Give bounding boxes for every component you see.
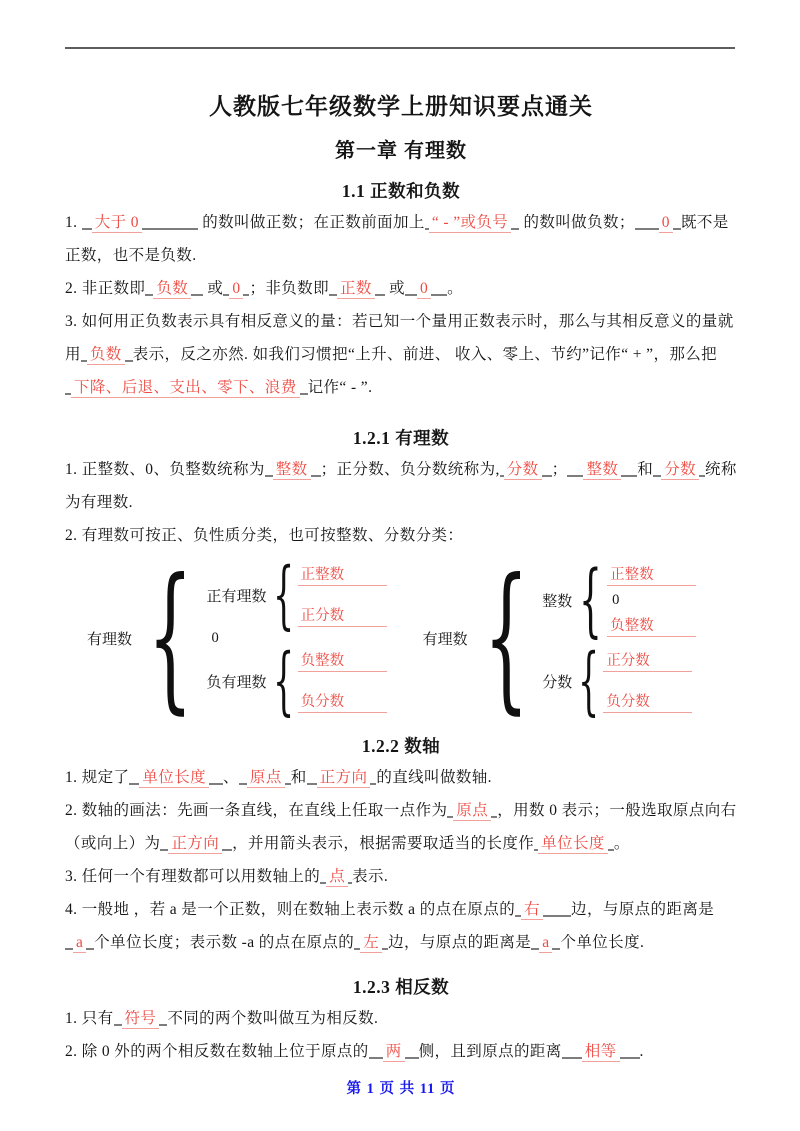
answer-blank [369,1043,419,1060]
item-text: 、 [223,769,239,786]
section-heading-1-2-3: 1.2.3 相反数 [352,977,450,997]
answer-blank [320,868,352,885]
tree-by-sign [87,545,387,730]
tree-group-fractions [542,637,696,724]
answer-text: 分数 [504,461,542,480]
answer-blank [239,769,291,786]
brace-icon: { [578,637,600,724]
answer-text: 正方向 [168,835,222,854]
section-heading-1-2-2: 1.2.2 数轴 [361,736,441,756]
answer-text: 整数 [583,461,621,480]
blank-line [82,228,92,230]
group-label: 正有理数 [206,588,267,605]
answer-text: 整数 [273,461,311,480]
answer-text: 相等 [582,1043,620,1062]
blank-line [142,228,198,230]
blank-line [562,1057,582,1059]
item-text: 2. 除 0 外的两个相反数在数轴上位于原点的 [65,1043,369,1060]
item-1-1-3 [65,305,737,404]
item-text: 3. 如何用正负数表示具有相反意义的量：若已知一个量用正数表示时，那么与其相反意义的量就用 [65,313,734,363]
answer-blank [534,835,614,852]
item-text: ；正分数、负分数统称为, [320,461,500,478]
item-1-2-2-3 [65,860,737,893]
tree-children [542,553,696,724]
blank-line [125,360,133,362]
answer-blank [160,835,232,852]
blank-line [621,475,637,477]
item-text: 和 [290,769,307,786]
item-text: 既不是正数，也不是负数. [65,214,729,264]
item-text: 表示. [352,868,389,885]
blank-line [222,849,232,851]
blank-line [531,948,539,950]
answer-blank [405,280,447,297]
blank-line [239,783,247,785]
answer-text: 负数 [87,346,125,365]
item-1-1-2 [65,272,737,305]
group-label: 整数 [542,593,573,610]
answer-text: 0 [229,280,243,299]
answer-text: 符号 [122,1010,160,1029]
item-1-2-3-2 [65,1035,737,1068]
brace-icon: { [147,545,193,730]
item-text: 4. 一般地 ，若 a 是一个正数，则在数轴上表示数 a 的点在原点的 [65,901,516,918]
answer-text: 左 [360,934,382,953]
answer-text: 点 [326,868,348,887]
answer-blank [307,769,377,786]
answer-text: 大于 0 [92,214,142,233]
item-text: 1. 正整数、0、负整数统称为 [65,461,265,478]
item-1-1-1 [65,206,737,272]
item-text: 。 [613,835,630,852]
tree-group-integers [542,553,696,647]
group-children [298,649,387,713]
answer-blank [82,214,198,231]
blank-line [405,294,417,296]
item-text: ； [551,461,568,478]
blank-line [567,475,583,477]
blank-line [311,475,321,477]
answer-blank [500,461,552,478]
tree-group-negative [206,637,387,724]
answer-text: 右 [521,901,543,920]
blank-line [209,783,223,785]
item-text: 3. 任何一个有理数都可以用数轴上的 [65,868,321,885]
item-text: 2. 非正数即 [65,280,146,297]
leaf-zero: 0 [612,591,620,608]
tree-children [206,551,387,724]
group-label: 负有理数 [206,674,267,691]
answer-text: 负数 [153,280,191,299]
answer-blank [223,280,249,297]
leaf-answer: 负分数 [603,690,692,713]
item-text: ，用数 0 表示；一般选取原点向右（或向上）为 [65,802,737,852]
tree-by-kind [422,545,696,730]
brace-icon: { [272,637,294,724]
item-1-2-3-1 [65,1002,737,1035]
answer-blank [114,1010,168,1027]
leaf-answer: 负分数 [298,690,387,713]
answer-blank [447,802,497,819]
answer-blank [635,214,681,231]
answer-text: 0 [417,280,431,299]
item-text: 或 [384,280,405,297]
blank-line [405,1057,419,1059]
answer-blank [65,934,94,951]
blank-line [191,294,203,296]
leaf-answer: 正整数 [298,563,387,586]
item-text: 1. 只有 [65,1010,114,1027]
answer-blank [515,901,571,918]
blank-line [369,1057,383,1059]
blank-line [265,475,273,477]
item-text: 。 [447,280,464,297]
item-text: 的直线叫做数轴. [376,769,492,786]
item-text: 1. [65,214,82,231]
item-text: 或 [203,280,224,297]
answer-text: 原点 [247,769,285,788]
answer-blank [129,769,223,786]
answer-text: 单位长度 [538,835,608,854]
answer-blank [425,214,519,231]
item-1-2-2-1 [65,761,737,794]
answer-blank [81,346,133,363]
brace-icon: { [272,551,294,638]
item-text: 1. 规定了 [65,769,130,786]
answer-text: 正数 [337,280,375,299]
answer-text: 两 [383,1043,405,1062]
item-text: 统称为有理数. [65,461,737,511]
section-heading-1-2-1: 1.2.1 有理数 [352,428,450,448]
blank-line [129,783,139,785]
answer-text: 原点 [453,802,491,821]
item-text: 2. 有理数可按正、负性质分类，也可按整数、分数分类： [65,527,464,544]
leaf-answer: 负整数 [298,649,387,672]
answer-text: 下降、后退、支出、零下、浪费 [71,379,300,398]
answer-blank [354,934,388,951]
page-content [65,0,737,1098]
answer-text: 单位长度 [139,769,209,788]
answer-blank [329,280,385,297]
leaf-answer: 正整数 [607,563,696,586]
page-number-footer: 第 1 页 共 11 页 [346,1081,456,1097]
item-1-2-1-1 [65,453,737,519]
answer-blank [567,461,637,478]
answer-blank [145,280,203,297]
item-text: 2. 数轴的画法：先画一条直线，在直线上任取一点作为 [65,802,448,819]
blank-line [653,475,661,477]
answer-blank [531,934,560,951]
tree-root-label: 有理数 [422,631,468,648]
blank-line [329,294,337,296]
item-text: 个单位长度；表示数 -a 的点在原点的 [94,934,355,951]
blank-line [431,294,447,296]
blank-line [673,228,681,230]
blank-line [114,1024,122,1026]
answer-text: “ - ”或负号 [429,214,511,233]
answer-text: 0 [659,214,673,233]
item-text: 侧，且到原点的距离 [418,1043,562,1060]
section-heading-1-1: 1.1 正数和负数 [341,181,461,201]
item-text: 不同的两个数叫做互为相反数. [167,1010,379,1027]
leaf-answer: 正分数 [298,604,387,627]
item-text: 的数叫做负数； [519,214,635,231]
leaf-answer: 负整数 [607,614,696,637]
item-1-2-2-4 [65,893,737,959]
blank-line [375,294,385,296]
document-title: 人教版七年级数学上册知识要点通关 [209,94,593,119]
blank-line [511,228,519,230]
chapter-title: 第一章 有理数 [335,140,467,162]
blank-line [543,915,571,917]
item-text: ；非负数即 [249,280,329,297]
item-text: . [639,1043,644,1060]
answer-blank [653,461,705,478]
item-text: 边，与原点的距离是 [571,901,715,918]
item-text: 边，与原点的距离是 [388,934,532,951]
answer-text: 分数 [661,461,699,480]
blank-line [542,475,552,477]
blank-line [307,783,317,785]
item-1-2-2-2 [65,794,737,860]
leaf-answer: 正分数 [603,649,692,672]
blank-line [635,228,659,230]
group-children [607,563,696,637]
item-text: ，并用箭头表示，根据需要取适当的长度作 [232,835,535,852]
group-children [298,563,387,627]
blank-line [620,1057,640,1059]
classification-diagrams [87,545,737,730]
tree-root-label: 有理数 [87,631,133,648]
brace-icon: { [579,553,603,647]
item-text: 和 [637,461,654,478]
group-label: 分数 [542,674,573,691]
answer-blank [65,379,308,396]
answer-blank [562,1043,640,1060]
brace-icon: { [483,545,529,730]
blank-line [81,360,87,362]
blank-line [300,393,308,395]
item-text: 表示，反之亦然. 如我们习惯把“上升、前进、 收入、零上、节约”记作“ + ”，那么把 [132,346,718,363]
answer-text: a [73,934,86,953]
item-text: 个单位长度. [560,934,645,951]
item-text: 记作“ - ”. [307,379,373,396]
item-text: 的数叫做正数；在正数前面加上 [197,214,425,231]
answer-blank [265,461,321,478]
group-children [603,649,692,713]
answer-text: a [539,934,552,953]
leaf-zero: 0 [211,629,219,646]
tree-group-positive [206,551,387,638]
blank-line [65,948,73,950]
answer-text: 正方向 [317,769,371,788]
